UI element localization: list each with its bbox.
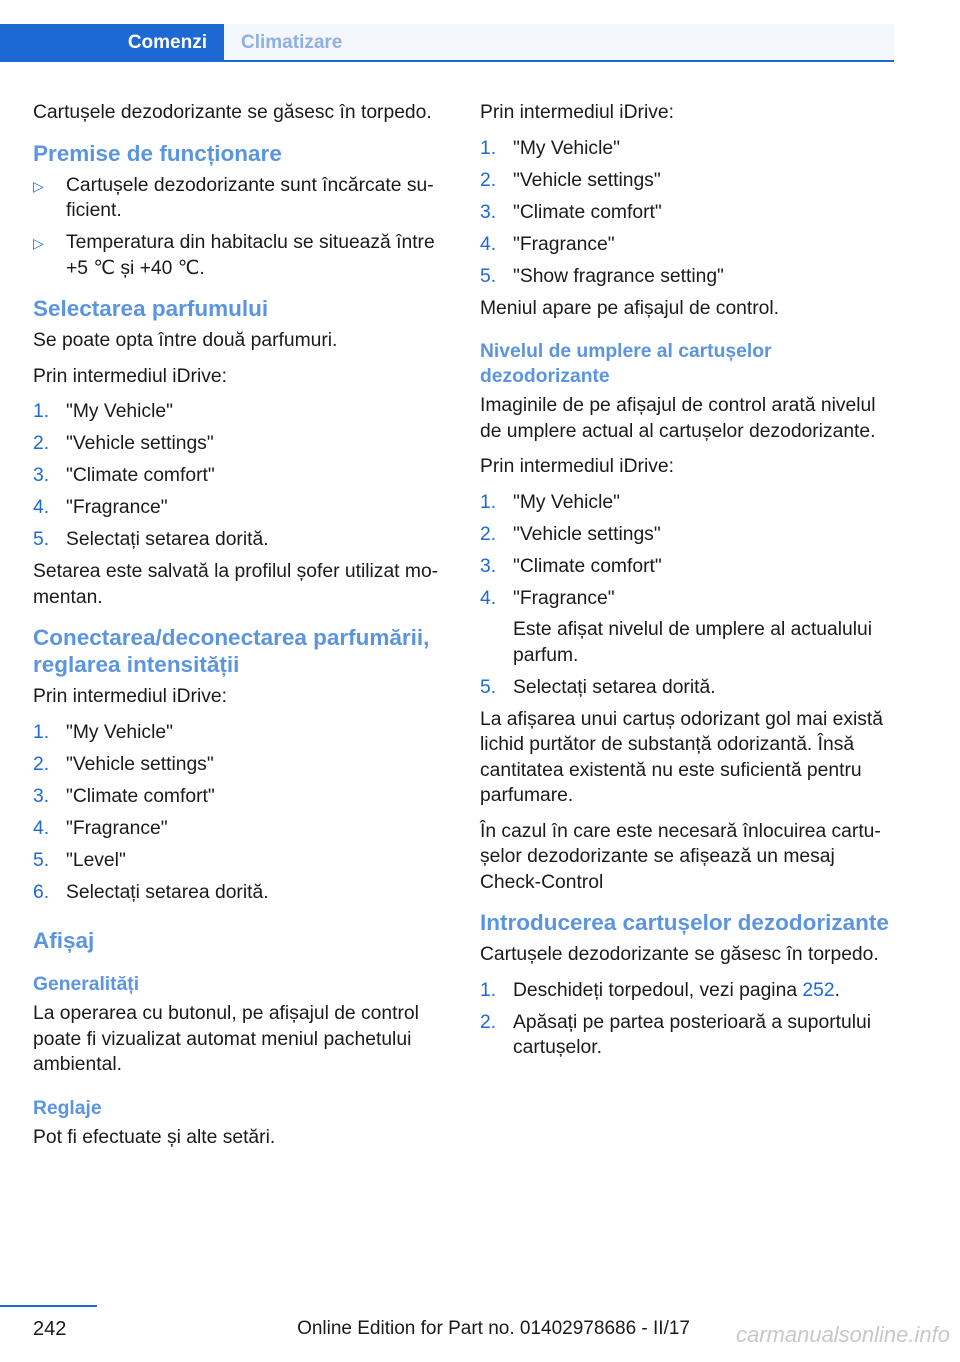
step-number: 6. — [33, 881, 50, 903]
heading-select-fragrance: Selectarea parfumului — [33, 296, 269, 321]
step-number: 5. — [33, 529, 50, 550]
step-item: 6. Selectați setarea dorită. — [33, 880, 453, 906]
paragraph: La operarea cu butonul, pe afișajul de control poate fi vizualizat automat meniul pachetului ambiental. — [33, 1003, 419, 1075]
footer-divider — [0, 1305, 97, 1307]
insert-steps — [480, 978, 898, 1061]
toggle-steps — [33, 720, 453, 906]
step-number: 1. — [480, 979, 497, 1001]
page-link[interactable]: 252 — [802, 979, 835, 1001]
step-item: 3. "Climate comfort" — [33, 463, 453, 489]
heading-adjust: Reglaje — [33, 1097, 102, 1119]
step-number: 2. — [33, 753, 50, 775]
show-steps — [480, 136, 898, 290]
heading-general: Generalități — [33, 974, 140, 995]
header-divider — [0, 60, 894, 62]
step-number: 3. — [480, 201, 497, 223]
step-number: 1. — [33, 721, 50, 743]
step-number: 1. — [33, 401, 50, 422]
step-item: 5. Selectați setarea dorită. — [480, 675, 898, 701]
step-number: 5. — [33, 849, 50, 871]
paragraph: Cartușele dezodorizante se găsesc în torpedo. — [480, 944, 879, 965]
step-number: 4. — [33, 817, 50, 839]
step-item: 4. "Fragrance" — [480, 232, 898, 258]
right-column — [480, 100, 898, 1067]
step-item: 3. "Climate comfort" — [33, 784, 453, 810]
step-number: 3. — [33, 785, 50, 807]
page-header — [0, 0, 960, 62]
paragraph: În cazul în care este necesară înlocuirea cartu‐șelor dezodorizante se afișează un mesaj Check-Control — [480, 820, 881, 893]
paragraph: Se poate opta între două parfumuri. — [33, 330, 338, 351]
step-item: 5. "Level" — [33, 848, 453, 874]
step-number: 5. — [480, 676, 497, 698]
step-number: 1. — [480, 491, 497, 513]
paragraph: Prin intermediul iDrive: — [33, 686, 227, 707]
step-number: 3. — [480, 555, 497, 577]
step-number: 4. — [33, 497, 50, 518]
step-item: 2. "Vehicle settings" — [33, 431, 453, 457]
premise-list — [33, 173, 453, 282]
step-number: 2. — [480, 169, 497, 191]
step-item: 4. "Fragrance" — [33, 816, 453, 842]
step-item: 3. "Climate comfort" — [480, 200, 898, 226]
paragraph: Prin intermediul iDrive: — [480, 102, 674, 123]
triangle-bullet-icon: ▷ — [33, 235, 44, 251]
step-number: 1. — [480, 137, 497, 159]
step-number: 4. — [480, 233, 497, 255]
paragraph: Prin intermediul iDrive: — [33, 365, 227, 387]
edition-text: Online Edition for Part no. 01402978686 - II/17 — [297, 1318, 690, 1339]
step-number: 2. — [480, 523, 497, 545]
step-item: 1. "My Vehicle" — [480, 490, 898, 516]
step-number: 4. — [480, 587, 497, 609]
tab-comenzi[interactable]: Comenzi — [0, 24, 224, 62]
step-number: 2. — [33, 433, 50, 454]
heading-premise: Premise de funcționare — [33, 140, 282, 166]
step-number: 2. — [480, 1011, 497, 1033]
step-item: 5. "Show fragrance setting" — [480, 264, 898, 290]
step-item: 2. "Vehicle settings" — [480, 168, 898, 194]
paragraph: La afișarea unui cartuș odorizant gol mai există lichid purtător de substanță odorizantă. Însă cantitatea existentă nu este suficientă pentru parfumare. — [480, 708, 883, 806]
step-item: 4. "Fragrance" Este afișat nivelul de umplere al actualului parfum. — [480, 586, 898, 669]
tab-climatizare[interactable]: Climatizare — [224, 24, 894, 62]
level-steps — [480, 490, 898, 701]
step-item: 3. "Climate comfort" — [480, 554, 898, 580]
page-number: 242 — [33, 1318, 67, 1340]
step-note: Este afișat nivelul de umplere al actualului parfum. — [513, 619, 873, 666]
paragraph: Imaginile de pe afișajul de control arată nivelul de umplere actual al cartușelor dezodorizante. — [480, 395, 876, 442]
triangle-bullet-icon: ▷ — [33, 177, 44, 194]
heading-fill-level: Nivelul de umplere al cartușelor dezodorizante — [480, 341, 772, 387]
left-column — [33, 100, 453, 1160]
step-number: 5. — [480, 265, 497, 287]
paragraph: Setarea este salvată la profilul șofer utilizat mo‐mentan. — [33, 561, 439, 608]
paragraph: Prin intermediul iDrive: — [480, 456, 674, 477]
step-number: 3. — [33, 465, 50, 486]
step-item: 1. "My Vehicle" — [480, 136, 898, 162]
paragraph: Pot fi efectuate și alte setări. — [33, 1126, 276, 1148]
step-item: 1. "My Vehicle" — [33, 720, 453, 746]
step-item: 4. "Fragrance" — [33, 495, 453, 521]
step-item: 2. "Vehicle settings" — [33, 752, 453, 778]
heading-display: Afișaj — [33, 928, 95, 953]
step-item: 1. Deschideți torpedoul, vezi pagina 252. — [480, 978, 898, 1004]
step-item: 1. "My Vehicle" — [33, 399, 453, 425]
step-item: 2. Apăsați pe partea posterioară a suportului cartușelor. — [480, 1011, 872, 1058]
step-item: 5. Selectați setarea dorită. — [33, 527, 453, 553]
select-steps — [33, 399, 453, 553]
list-item: ▷ Cartușele dezodorizante sunt încărcate su‐ficient. — [33, 174, 434, 221]
step-item: 2. "Vehicle settings" — [480, 522, 898, 548]
intro-paragraph: Cartușele dezodorizante se găsesc în torpedo. — [33, 102, 432, 123]
list-item: ▷ Temperatura din habitaclu se situează între +5 ℃ și +40 ℃. — [33, 232, 435, 279]
watermark: carmanualsonline.info — [735, 1322, 950, 1347]
heading-toggle-fragrance: Conectarea/deconectarea parfumării, reglarea intensității — [33, 625, 430, 677]
paragraph: Meniul apare pe afișajul de control. — [480, 297, 780, 319]
heading-insert-cartridges: Introducerea cartușelor dezodorizante — [480, 910, 889, 935]
